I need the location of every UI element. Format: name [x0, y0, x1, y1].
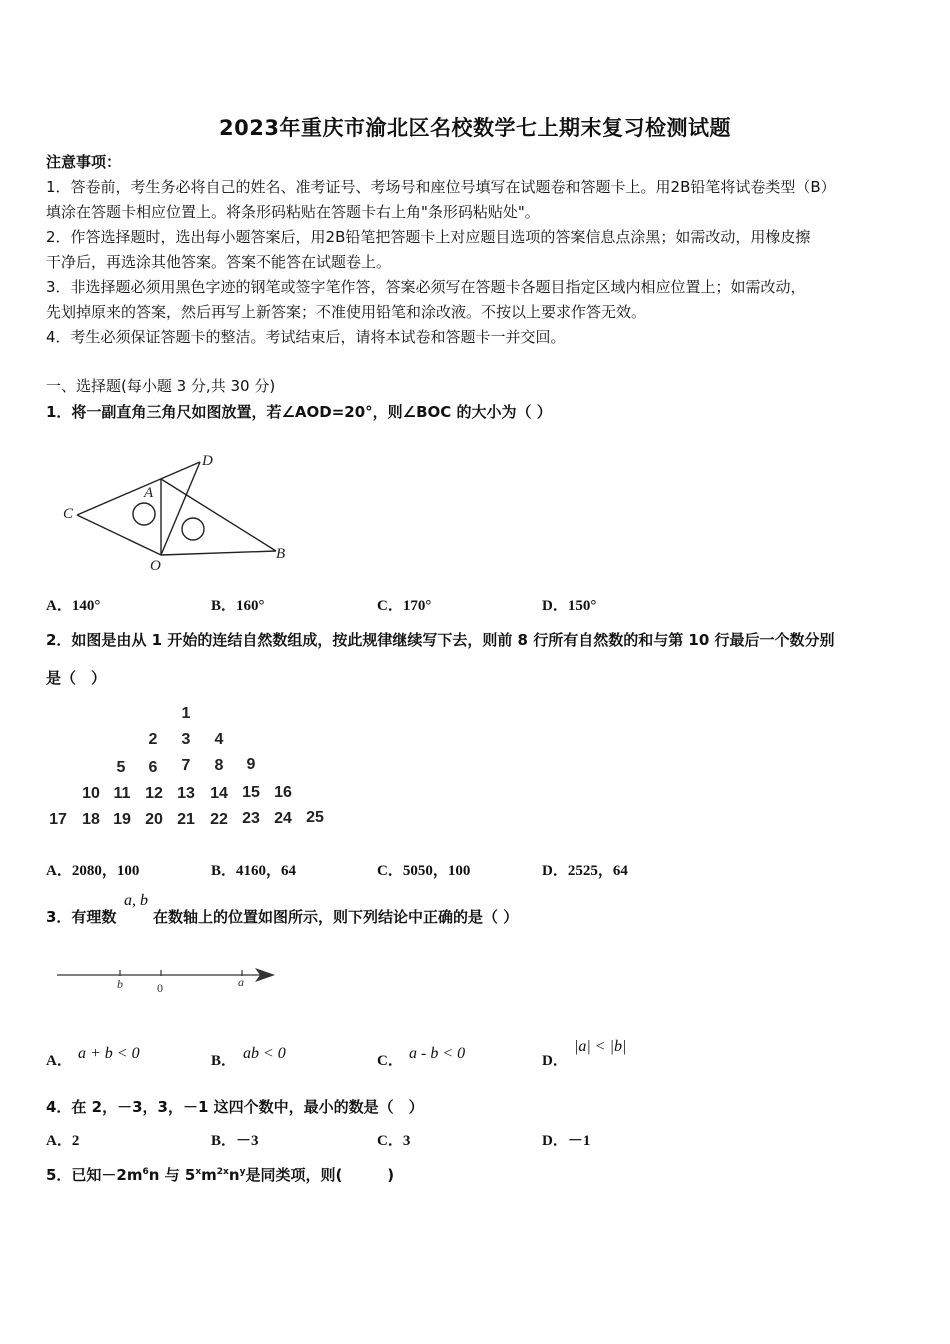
option-a[interactable]: A．2080，100 — [46, 863, 140, 879]
label-d: D — [202, 453, 213, 469]
triangle-number: 2 — [148, 731, 158, 748]
notice-line: 4．考生必须保证答题卡的整洁。考试结束后，请将本试卷和答题卡一并交回。 — [46, 328, 566, 346]
triangle-number: 19 — [113, 811, 131, 828]
triangle-number: 1 — [181, 705, 191, 722]
triangle-number: 10 — [82, 785, 100, 802]
label-o: O — [150, 558, 161, 574]
option-c-expr: a - b < 0 — [409, 1045, 466, 1062]
option-d[interactable]: D．2525，64 — [542, 863, 628, 879]
option-b-expr: ab < 0 — [243, 1045, 286, 1062]
option-b[interactable]: B．－3 — [211, 1133, 259, 1149]
triangle-number: 13 — [177, 785, 195, 802]
option-c[interactable]: C．5050，100 — [377, 863, 471, 879]
option-a-expr: a + b < 0 — [78, 1045, 140, 1062]
triangle-number: 21 — [177, 811, 195, 828]
section-heading: 一、选择题(每小题 3 分,共 30 分) — [46, 377, 276, 395]
triangle-number: 22 — [210, 811, 228, 828]
label-c: C — [63, 506, 74, 522]
q5-part: m — [201, 1166, 217, 1184]
triangle-figure — [60, 448, 300, 578]
triangle-number: 5 — [116, 759, 126, 776]
option-c[interactable]: C．3 — [377, 1133, 411, 1149]
triangle-number: 3 — [181, 731, 191, 748]
label-a: A — [144, 485, 154, 501]
option-d[interactable]: D．150° — [542, 598, 597, 614]
q5-sup: x — [195, 1167, 202, 1177]
triangle-number: 20 — [145, 811, 163, 828]
triangle-number: 12 — [145, 785, 163, 802]
notice-line: 干净后，再选涂其他答案。答案不能答在试题卷上。 — [46, 253, 392, 271]
triangle-number: 11 — [113, 785, 131, 802]
q5-part: n — [228, 1166, 240, 1184]
triangle-number: 14 — [210, 785, 228, 802]
option-a[interactable]: A．2 — [46, 1133, 80, 1149]
q5-part: 5．已知－2m — [46, 1166, 143, 1184]
notice-line: 3．非选择题必须用黑色字迹的钢笔或签字笔作答，答案必须写在答题卡各题目指定区域内相应位置上；如需改动， — [46, 278, 806, 296]
number-line — [55, 962, 285, 998]
notice-line: 1．答卷前，考生务必将自己的姓名、准考证号、考场号和座位号填写在试题卷和答题卡上。用2B铅笔将试卷类型（B） — [46, 178, 836, 196]
question-2-text-cont: 是（ ） — [46, 669, 107, 687]
triangle-number: 9 — [246, 756, 256, 773]
question-3-text: 在数轴上的位置如图所示，则下列结论中正确的是（ ） — [153, 908, 519, 926]
q5-part: 是同类项，则( ) — [245, 1166, 395, 1184]
triangle-number: 16 — [274, 784, 292, 801]
option-a-letter[interactable]: A． — [46, 1053, 72, 1069]
option-c-letter[interactable]: C． — [377, 1053, 403, 1069]
triangle-number: 23 — [242, 810, 260, 827]
option-b[interactable]: B．4160，64 — [211, 863, 297, 879]
question-2-text: 2．如图是由从 1 开始的连结自然数组成，按此规律继续写下去，则前 8 行所有自然数的和与第 10 行最后一个数分别 — [46, 631, 835, 649]
triangle-number: 15 — [242, 784, 260, 801]
option-b-letter[interactable]: B． — [211, 1053, 237, 1069]
triangle-number: 7 — [181, 757, 191, 774]
q5-sup: y — [239, 1167, 246, 1177]
option-b[interactable]: B．160° — [211, 598, 265, 614]
question-5-text — [46, 1164, 394, 1185]
page-title: 2023年重庆市渝北区名校数学七上期末复习检测试题 — [219, 116, 731, 140]
triangle-number: 4 — [214, 731, 224, 748]
label-b: B — [276, 546, 286, 562]
q5-sup: 6 — [142, 1167, 149, 1177]
option-d-letter[interactable]: D． — [542, 1053, 568, 1069]
option-a[interactable]: A．140° — [46, 598, 101, 614]
triangle-number: 24 — [274, 810, 292, 827]
triangle-number: 6 — [148, 759, 158, 776]
triangle-number: 17 — [49, 811, 67, 828]
option-d[interactable]: D．－1 — [542, 1133, 591, 1149]
notice-line: 填涂在答题卡相应位置上。将条形码粘贴在答题卡右上角"条形码粘贴处"。 — [46, 203, 540, 221]
axis-label-a: a — [238, 975, 244, 989]
notice-line: 先划掉原来的答案，然后再写上新答案；不准使用铅笔和涂改液。不按以上要求作答无效。 — [46, 303, 647, 321]
q5-part: n 与 5 — [148, 1166, 196, 1184]
question-3-vars: a, b — [124, 892, 148, 909]
question-1-text: 1．将一副直角三角尺如图放置，若∠AOD=20°，则∠BOC 的大小为（ ） — [46, 403, 552, 421]
option-d-expr: |a| < |b| — [574, 1038, 627, 1055]
triangle-number: 18 — [82, 811, 100, 828]
option-c[interactable]: C．170° — [377, 598, 432, 614]
notice-line: 2．作答选择题时，选出每小题答案后，用2B铅笔把答题卡上对应题目选项的答案信息点涂黑；如需改动，用橡皮擦 — [46, 228, 811, 246]
q5-sup: 2x — [216, 1167, 229, 1177]
axis-label-zero: 0 — [157, 981, 163, 995]
notice-heading: 注意事项： — [46, 153, 122, 171]
question-3-prefix: 3．有理数 — [46, 908, 117, 926]
axis-label-b: b — [117, 977, 123, 991]
question-4-text: 4．在 2，－3，3，－1 这四个数中，最小的数是（ ） — [46, 1098, 424, 1116]
triangle-number: 25 — [306, 809, 324, 826]
triangle-number: 8 — [214, 757, 224, 774]
